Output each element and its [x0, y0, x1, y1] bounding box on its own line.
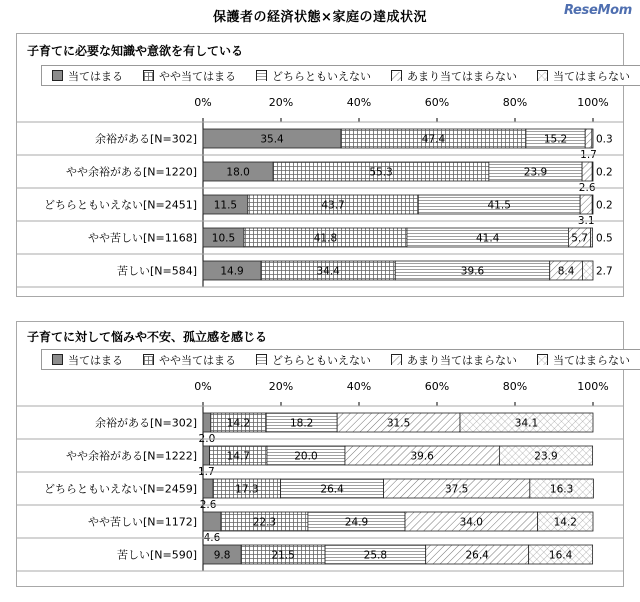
data-label: 2.0 — [198, 433, 216, 445]
legend-label: やや当てはまる — [159, 353, 236, 367]
data-label: 41.8 — [313, 232, 338, 245]
category-label: 苦しい[N=590] — [116, 548, 197, 562]
bar-segment — [592, 195, 593, 214]
chart-title: 子育てに必要な知識や意欲を有している — [27, 44, 244, 58]
bar-segment — [585, 129, 592, 148]
data-label: 37.5 — [444, 483, 469, 496]
data-label: 41.4 — [476, 232, 500, 245]
data-label: 25.8 — [363, 549, 388, 562]
bar-segment — [592, 162, 593, 181]
data-label: 34.1 — [514, 417, 539, 430]
watermark-logo: ReseMom — [563, 3, 632, 18]
data-label: 26.4 — [465, 549, 489, 562]
data-label: 15.2 — [543, 133, 568, 146]
data-label: 23.9 — [534, 450, 558, 463]
data-label: 21.5 — [271, 549, 295, 562]
data-label: 35.4 — [260, 133, 284, 146]
data-label: 0.5 — [596, 232, 613, 245]
bar-segment — [592, 129, 593, 148]
data-label: 16.4 — [548, 549, 573, 562]
x-tick-label: 0% — [194, 380, 212, 393]
x-tick-label: 20% — [268, 96, 294, 109]
category-label: 余裕がある[N=302] — [94, 416, 197, 430]
x-tick-label: 80% — [502, 380, 528, 393]
bar-segment — [580, 195, 592, 214]
category-label: やや苦しい[N=1168] — [87, 231, 197, 245]
x-tick-label: 20% — [268, 380, 294, 393]
data-label: 43.7 — [321, 199, 345, 212]
bar-segment — [582, 162, 592, 181]
data-label: 20.0 — [294, 450, 318, 463]
data-label: 41.5 — [487, 199, 511, 212]
category-label: 苦しい[N=584] — [116, 264, 197, 278]
data-label: 24.9 — [344, 516, 369, 529]
legend-label: 当てはまらない — [553, 353, 630, 367]
data-label: 0.2 — [596, 199, 613, 212]
x-tick-label: 100% — [577, 96, 609, 109]
data-label: 18.2 — [289, 417, 314, 430]
data-label: 0.2 — [596, 166, 613, 179]
data-label: 10.5 — [211, 232, 236, 245]
data-label: 3.1 — [577, 215, 595, 227]
x-tick-label: 0% — [194, 96, 212, 109]
x-tick-label: 80% — [502, 96, 528, 109]
legend-label: どちらともいえない — [272, 69, 371, 83]
category-label: やや苦しい[N=1172] — [87, 515, 197, 529]
x-tick-label: 60% — [424, 380, 450, 393]
stacked-bar-chart-anxiety — [17, 322, 623, 586]
x-tick-label: 100% — [577, 380, 609, 393]
data-label: 1.7 — [580, 149, 597, 161]
data-label: 1.7 — [197, 466, 215, 478]
bar-segment — [203, 446, 210, 465]
data-label: 2.7 — [596, 265, 613, 278]
data-label: 5.7 — [571, 232, 588, 245]
data-label: 34.4 — [316, 265, 340, 278]
data-label: 26.4 — [320, 483, 344, 496]
bar-segment — [582, 261, 593, 280]
data-label: 39.6 — [460, 265, 485, 278]
data-label: 2.6 — [199, 499, 217, 511]
data-label: 22.3 — [252, 516, 277, 529]
data-label: 4.6 — [203, 532, 221, 544]
data-label: 23.9 — [523, 166, 548, 179]
bar-segment — [203, 512, 221, 531]
data-label: 55.3 — [369, 166, 393, 179]
category-label: どちらともいえない[N=2459] — [43, 482, 197, 496]
chart-panel-knowledge — [16, 33, 630, 297]
data-label: 17.3 — [235, 483, 259, 496]
data-label: 14.2 — [226, 417, 251, 430]
data-label: 14.9 — [220, 265, 244, 278]
data-label: 16.3 — [549, 483, 574, 496]
data-label: 2.6 — [578, 182, 596, 194]
bar-segment — [591, 228, 593, 247]
bar-segment — [203, 413, 211, 432]
legend-label: 当てはまる — [68, 353, 123, 367]
legend-label: 当てはまらない — [553, 69, 630, 83]
chart-title: 子育てに対して悩みや不安、孤立感を感じる — [27, 330, 268, 344]
page-title: 保護者の経済状態×家庭の達成状況 — [213, 10, 427, 25]
data-label: 0.3 — [596, 133, 613, 146]
x-tick-label: 60% — [424, 96, 450, 109]
data-label: 9.8 — [213, 549, 231, 562]
x-tick-label: 40% — [346, 380, 372, 393]
stacked-bar-chart-knowledge — [17, 34, 623, 296]
data-label: 34.0 — [459, 516, 484, 529]
legend-label: あまり当てはまらない — [407, 353, 517, 367]
x-tick-label: 40% — [346, 96, 372, 109]
data-label: 18.0 — [226, 166, 250, 179]
category-label: 余裕がある[N=302] — [94, 132, 197, 146]
legend-label: やや当てはまる — [159, 69, 236, 83]
data-label: 8.4 — [557, 265, 575, 278]
bar-segment — [203, 479, 213, 498]
data-label: 39.6 — [410, 450, 434, 463]
chart-panel-anxiety — [16, 321, 630, 587]
data-label: 31.5 — [386, 417, 411, 430]
legend-label: 当てはまる — [68, 69, 123, 83]
data-label: 47.4 — [421, 133, 446, 146]
data-label: 14.7 — [226, 450, 250, 463]
data-label: 14.2 — [553, 516, 578, 529]
data-label: 11.5 — [213, 199, 238, 212]
category-label: やや余裕がある[N=1220] — [65, 165, 197, 179]
category-label: やや余裕がある[N=1222] — [65, 449, 197, 463]
legend-label: どちらともいえない — [272, 353, 371, 367]
category-label: どちらともいえない[N=2451] — [43, 198, 197, 212]
legend-label: あまり当てはまらない — [407, 69, 517, 83]
